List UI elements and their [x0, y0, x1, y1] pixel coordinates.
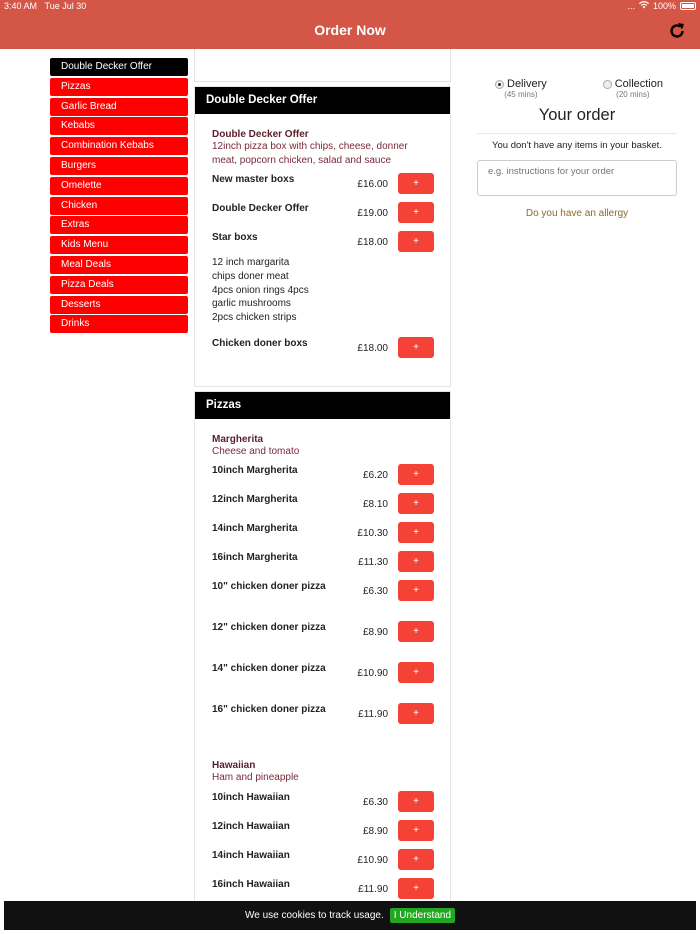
product-row: [212, 493, 450, 522]
add-button[interactable]: +: [398, 493, 434, 514]
sidebar-item-burgers[interactable]: Burgers: [50, 157, 188, 175]
battery-percent: 100%: [652, 1, 676, 11]
section-body: [195, 114, 450, 386]
section-double-decker-offer: [194, 86, 451, 387]
add-button[interactable]: +: [398, 621, 434, 642]
add-button[interactable]: +: [398, 551, 434, 572]
cookie-message: We use cookies to track usage.: [244, 910, 384, 921]
product-name: 12inch Hawaiian: [212, 820, 290, 832]
add-button[interactable]: +: [398, 703, 434, 724]
product-group: [212, 129, 450, 167]
product-name: Chicken doner boxs: [212, 337, 308, 349]
product-name: 10inch Hawaiian: [212, 791, 290, 803]
sidebar-item-omelette[interactable]: Omelette: [50, 177, 188, 195]
product-name: 12inch Margherita: [212, 494, 298, 506]
product-name: 16" chicken doner pizza: [212, 704, 326, 716]
sidebar-item-garlic-bread[interactable]: Garlic Bread: [50, 98, 188, 116]
signal-dots: ...: [627, 1, 635, 11]
product-row: [212, 231, 450, 252]
status-time: 3:40 AM Tue Jul 30: [4, 1, 87, 11]
product-price: £8.10: [362, 499, 388, 511]
page-title: Order Now: [314, 22, 386, 38]
product-row: [212, 464, 450, 493]
product-name: 10inch Margherita: [212, 465, 298, 477]
status-bar: [0, 0, 700, 13]
product-group: [212, 434, 450, 459]
product-price: £10.90: [357, 854, 388, 866]
product-name: 14inch Hawaiian: [212, 849, 290, 861]
product-price: £6.20: [362, 470, 388, 482]
wifi-icon: [639, 1, 649, 11]
fulfilment-options: [477, 78, 677, 99]
product-name: 12" chicken doner pizza: [212, 622, 326, 634]
product-price: £19.00: [357, 208, 388, 219]
sidebar-item-pizzas[interactable]: Pizzas: [50, 78, 188, 96]
product-name: 16inch Hawaiian: [212, 878, 290, 890]
add-button[interactable]: +: [398, 464, 434, 485]
sidebar-item-kebabs[interactable]: Kebabs: [50, 117, 188, 135]
product-price: £8.90: [362, 825, 388, 837]
add-button[interactable]: +: [398, 791, 434, 812]
battery-icon: [680, 2, 696, 10]
group-description: Cheese and tomato: [212, 445, 300, 457]
product-row: [212, 662, 450, 703]
add-button[interactable]: +: [398, 337, 434, 358]
add-button[interactable]: +: [398, 522, 434, 543]
product-row: [212, 580, 450, 621]
section-title: Pizzas: [195, 392, 450, 419]
group-title: Hawaiian: [212, 760, 256, 772]
sidebar-item-kids-menu[interactable]: Kids Menu: [50, 236, 188, 254]
product-price: £16.00: [357, 179, 388, 190]
add-button[interactable]: +: [398, 580, 434, 601]
collection-option[interactable]: [603, 78, 663, 99]
product-row: [212, 791, 450, 820]
product-group: [212, 760, 450, 785]
product-row: [212, 820, 450, 849]
add-button[interactable]: +: [398, 878, 434, 899]
group-title: Double Decker Offer: [212, 129, 309, 140]
product-description: 12 inch margarita chips doner meat 4pcs onion rings 4pcs garlic mushrooms 2pcs chicken strips: [212, 257, 309, 324]
delivery-label: Delivery: [507, 78, 547, 90]
product-name: 10" chicken doner pizza: [212, 581, 326, 593]
sidebar-item-double-decker-offer[interactable]: Double Decker Offer: [50, 58, 188, 76]
add-button[interactable]: +: [398, 849, 434, 870]
category-sidebar: [50, 58, 188, 335]
add-button[interactable]: +: [398, 202, 434, 223]
product-row: [212, 849, 450, 878]
product-price: £10.30: [357, 528, 388, 540]
status-right: [627, 1, 696, 11]
sidebar-item-meal-deals[interactable]: Meal Deals: [50, 256, 188, 274]
product-price: £6.30: [362, 586, 388, 598]
product-row: [212, 551, 450, 580]
app-header: [0, 13, 700, 49]
cookie-banner: [4, 901, 696, 930]
product-price: £18.00: [357, 237, 388, 248]
order-panel: [477, 78, 677, 219]
product-name: Star boxs: [212, 232, 258, 243]
menu-top-panel: [194, 49, 451, 82]
add-button[interactable]: +: [398, 231, 434, 252]
sidebar-item-pizza-deals[interactable]: Pizza Deals: [50, 276, 188, 294]
product-price: £18.00: [357, 342, 388, 354]
empty-basket-message: You don't have any items in your basket.: [492, 140, 662, 151]
collection-radio[interactable]: [603, 80, 612, 89]
section-body: [195, 419, 450, 927]
product-name: New master boxs: [212, 174, 295, 185]
product-name: 16inch Margherita: [212, 552, 298, 564]
refresh-icon[interactable]: [667, 21, 687, 41]
sidebar-item-desserts[interactable]: Desserts: [50, 296, 188, 314]
delivery-time: (45 mins): [504, 90, 538, 99]
section-title: Double Decker Offer: [195, 87, 450, 114]
sidebar-item-extras[interactable]: Extras: [50, 216, 188, 234]
product-row: [212, 202, 450, 231]
add-button[interactable]: +: [398, 662, 434, 683]
collection-label: Collection: [614, 78, 663, 90]
group-description: 12inch pizza box with chips, cheese, donner meat, popcorn chicken, salad and sauce: [212, 141, 408, 166]
add-button[interactable]: +: [398, 173, 434, 194]
sidebar-item-drinks[interactable]: Drinks: [50, 315, 188, 333]
product-price: £6.30: [362, 796, 388, 808]
group-title: Margherita: [212, 433, 264, 445]
order-instructions-input[interactable]: [477, 160, 677, 196]
section-pizzas: [194, 391, 451, 928]
product-price: £8.90: [362, 627, 388, 639]
product-price: £11.90: [358, 709, 388, 721]
group-description: Ham and pineapple: [212, 772, 299, 784]
delivery-radio[interactable]: [495, 80, 504, 89]
product-price: £11.90: [358, 883, 388, 895]
delivery-option[interactable]: [495, 78, 547, 99]
product-price: £11.30: [358, 557, 388, 569]
add-button[interactable]: +: [398, 820, 434, 841]
product-price: £10.90: [357, 668, 388, 680]
sidebar-item-combination-kebabs[interactable]: Combination Kebabs: [50, 137, 188, 155]
product-row: [212, 522, 450, 551]
allergy-link[interactable]: Do you have an allergy: [525, 208, 629, 219]
product-row: [212, 621, 450, 662]
product-name: 14" chicken doner pizza: [212, 663, 326, 675]
collection-time: (20 mins): [616, 90, 650, 99]
product-row: [212, 173, 450, 202]
sidebar-item-chicken[interactable]: Chicken: [50, 197, 188, 215]
product-row: [212, 337, 450, 366]
cookie-accept-button[interactable]: I Understand: [390, 908, 455, 923]
menu-column: [194, 49, 451, 928]
product-name: Double Decker Offer: [212, 203, 309, 214]
product-name: 14inch Margherita: [212, 523, 298, 535]
order-title: Your order: [477, 106, 677, 134]
product-row: [212, 703, 450, 744]
